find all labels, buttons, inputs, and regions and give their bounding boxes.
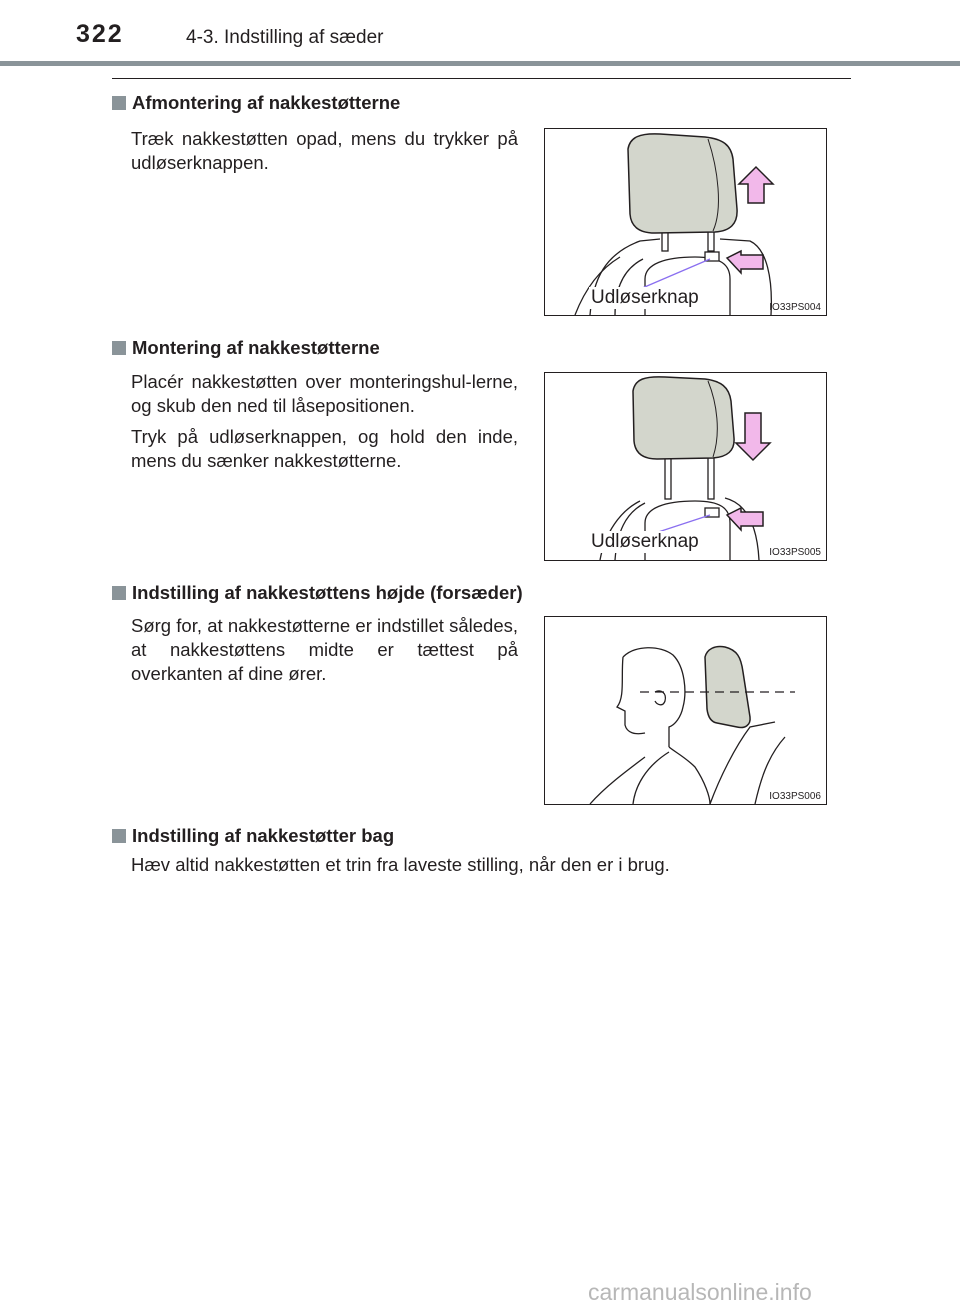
square-bullet-icon [112,341,126,355]
release-button-label: Udløserknap [591,531,699,552]
watermark: carmanualsonline.info [588,1279,812,1305]
section-heading: Indstilling af nakkestøtter bag [112,825,394,847]
instruction-text: Placér nakkestøtten over monteringshul-lerne, og skub den ned til låsepositionen. [131,371,518,416]
figure-headrest-height [544,616,827,805]
header-bar [0,61,960,66]
chapter-title: 4-3. Indstilling af sæder [186,27,384,48]
section-heading: Afmontering af nakkestøtterne [112,92,400,114]
figure-remove-headrest [544,128,827,316]
figure-install-headrest [544,372,827,561]
figure-code: IO33PS005 [769,547,821,558]
instruction-text: Sørg for, at nakkestøtterne er indstillet således, at nakkestøttens midte er tættest på overkanten af dine ører. [131,615,518,684]
section-heading: Indstilling af nakkestøttens højde (forsæder) [112,582,523,604]
square-bullet-icon [112,829,126,843]
instruction-text: Hæv altid nakkestøtten et trin fra laveste stilling, når den er i brug. [131,854,670,875]
figure-code: IO33PS006 [769,791,821,802]
square-bullet-icon [112,96,126,110]
square-bullet-icon [112,586,126,600]
release-button-label: Udløserknap [591,287,699,308]
instruction-text: Træk nakkestøtten opad, mens du trykker på udløserknappen. [131,128,518,173]
figure-code: IO33PS004 [769,302,821,313]
head-position-illustration [545,617,826,804]
page-number: 322 [76,20,124,48]
section-heading: Montering af nakkestøtterne [112,337,380,359]
divider [112,78,851,79]
instruction-text: Tryk på udløserknappen, og hold den inde, mens du sænker nakkestøtterne. [131,426,518,471]
